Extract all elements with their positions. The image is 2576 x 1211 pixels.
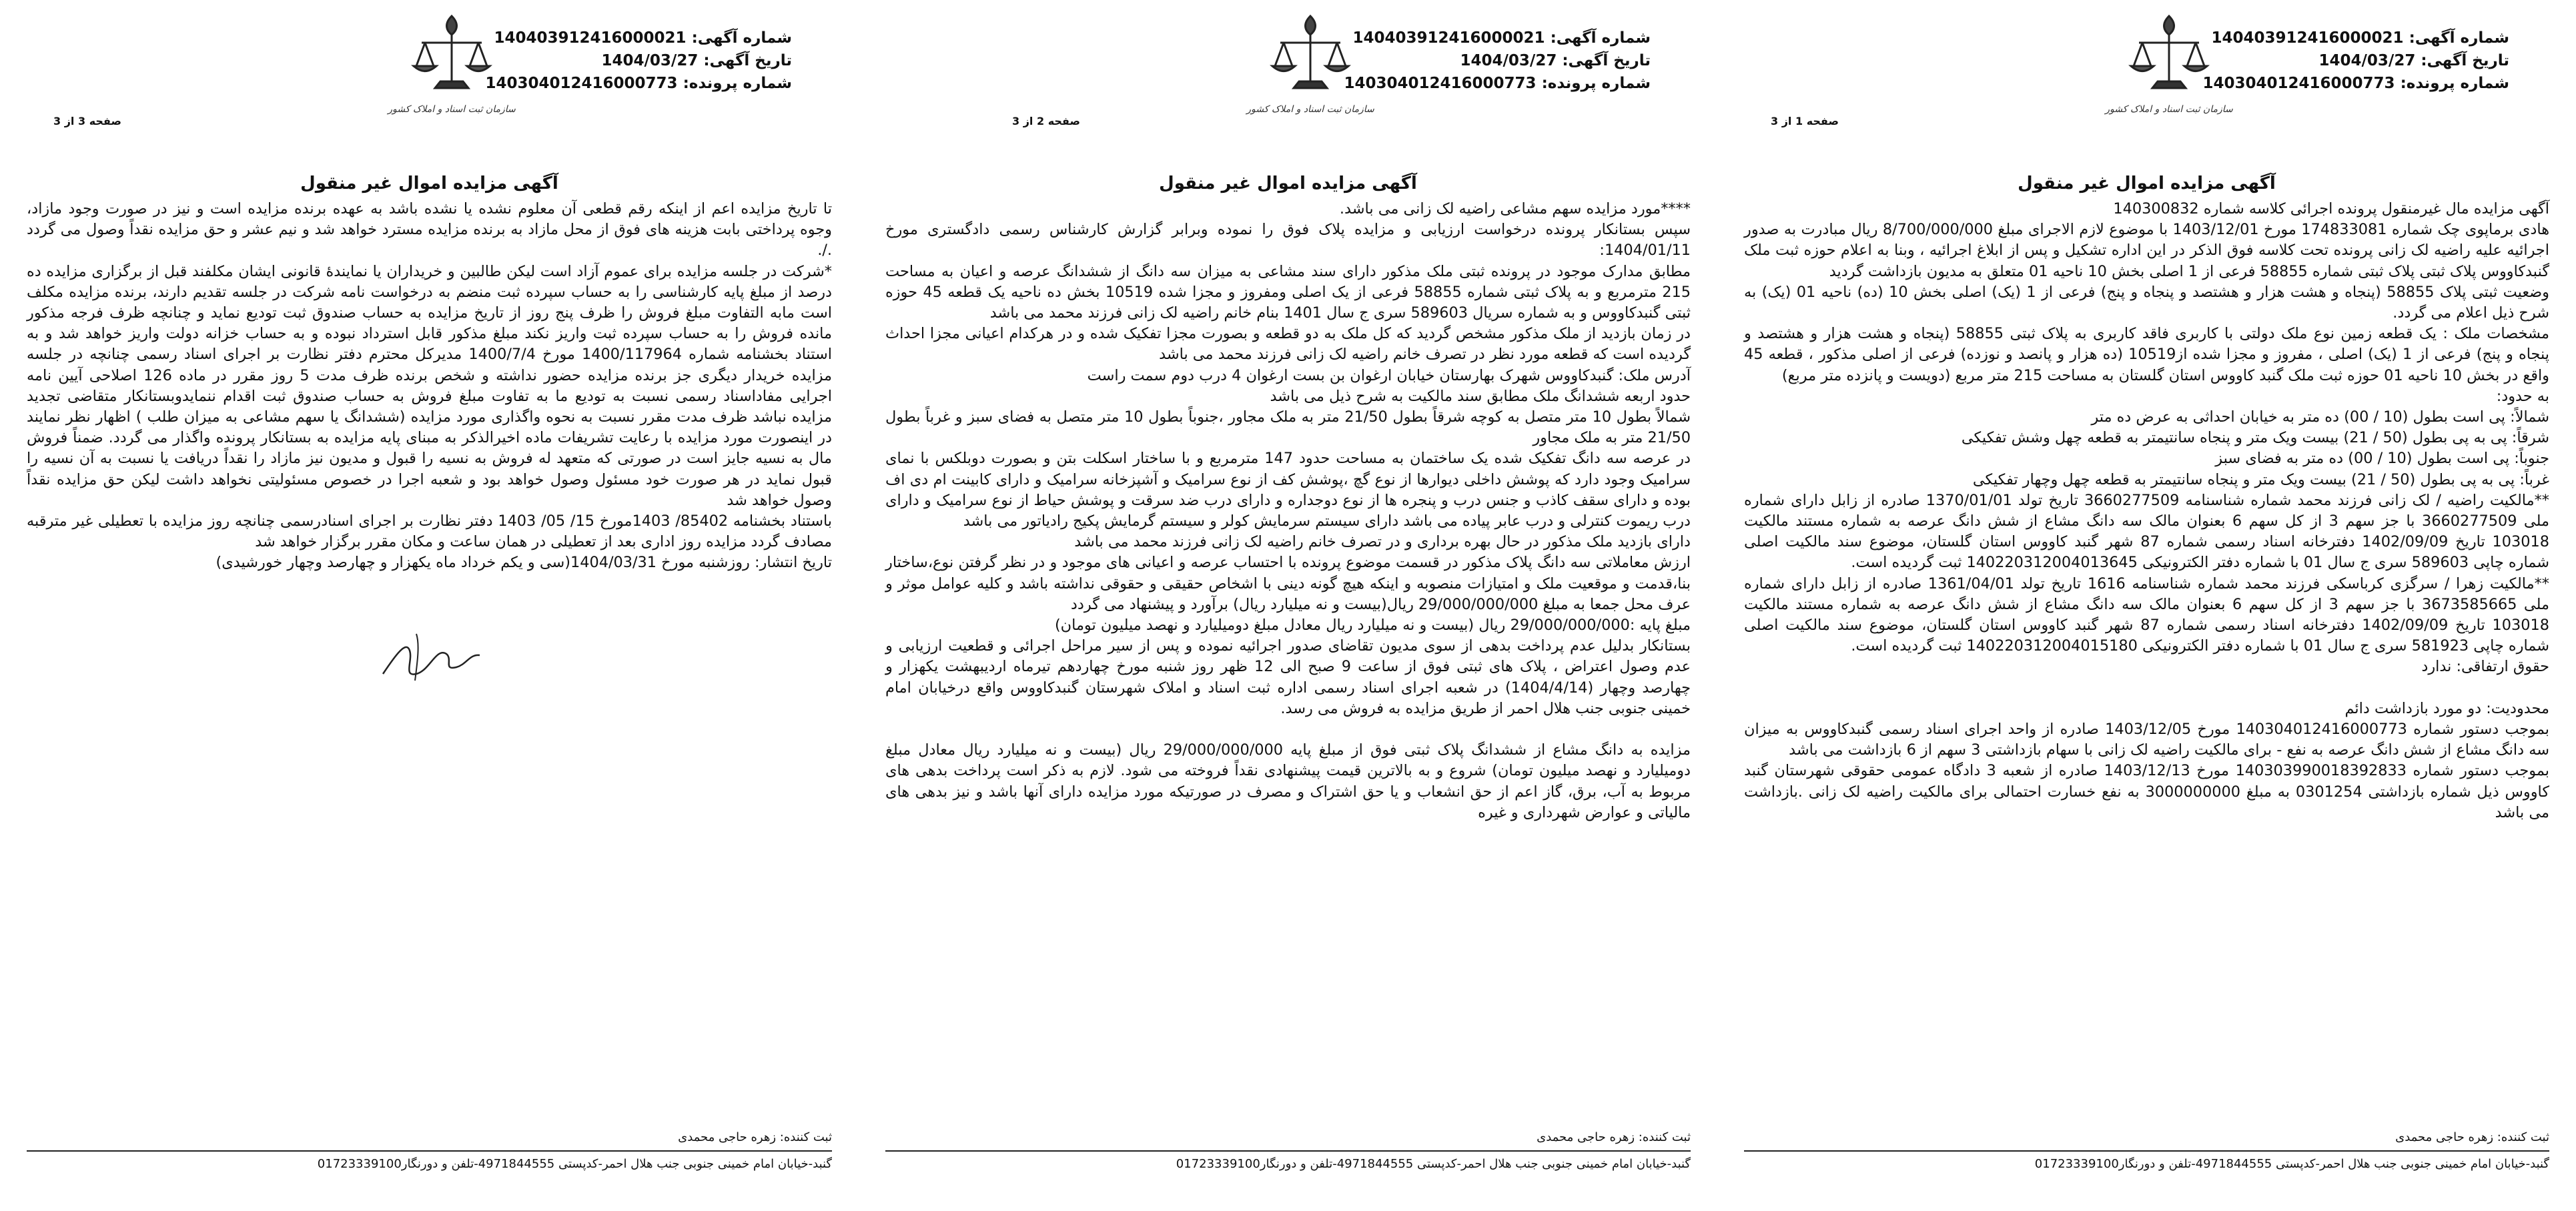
ad-meta xyxy=(485,27,792,95)
paragraph: *شرکت در جلسه مزایده برای عموم آزاد است لیکن طالبین و خریداران یا نمایندۀ قانونی ایشان مکلفند قبل از برگزاری مزایده ده درصد از مبلغ پایه کارشناسی را به حساب سپرده ثبت منضم به درخواست نامه شرکت در جلسه تقدیم دارند، برنده مزایده مکلف است مابه التفاوت مبلغ فروش را ظرف پنج روز از تاریخ مزایده به حساب صندوق ثبت تودیع نماید و چنانچه ظرف فرجه مذکور مانده فروش را به حساب سپرده ثبت واریز نکند مبلغ مذکور قابل استرداد نبوده و به حساب خزانه دولت واریز خواهد شد و به استناد بخشنامه شماره 1400/117964 مورخ 1400/7/4 مدیرکل محترم دفتر نظارت بر اجرای اسناد رسمی چنانچه در جلسه مزایده خریدار دیگری جز برنده مزایده حضور نداشته و شخص برنده ظرف مدت 5 روز مقرر در ماده 126 اصلاحی آیین نامه اجرایی مفاداسناد رسمی نسبت به تودیع ما به تفاوت مبلغ فروش به حساب صندوق ثبت اقدام ننمایدوبستانکار متقاضی تجدید مزایده نباشد ظرف مدت مقرر نسبت به نحوه واگذاری مورد مزایده (ششدانگ یا سهم مشاعی به میزان طلب ) اظهار نظر نمایند در اینصورت مورد مزایده با رعایت تشریفات ماده اخیرالذکر به مبنای پایه مزایده به بستانکار پرونده واگذار می گردد. ضمناً فروش مال به نسیه جایز است در صورتی که متعهد له فروش به نسیه را قبول و مدیون نیز مازاد را نقداً دریافت یا نسبت به آن نسیه را قبول نماید در هر صورت خود مسئول وصول خواهد بود و شعبه اجرا در خصوص مسئولیتی نخواهد داشت لیکن حق مزایده نقداً وصول خواهد شد xyxy=(27,262,833,509)
paragraph: شمالاً بطول 10 متر متصل به کوچه شرقاً بطول 21/50 متر به ملک مجاور ،جنوباً بطول 10 متر متصل به فضای سبز و غرباً بطول 21/50 متر به ملک مجاور xyxy=(885,408,1691,447)
ad-date-label: تاریخ آگهی: xyxy=(2421,52,2509,69)
paragraph: سپس بستانکار پرونده درخواست ارزیابی و مزایده پلاک فوق را نموده وبرابر گزارش کارشناس رسمی دادگستری مورخ 1404/01/11: xyxy=(885,221,1691,260)
office-address: گنبد-خیابان امام خمینی جنوبی جنب هلال احمر-کدپستی 4971844555-تلفن و دورنگار01723339100 xyxy=(317,1157,832,1171)
paragraph: ارزش معاملاتی سه دانگ پلاک مذکور در قسمت موضوع پرونده با احتساب عرصه و اعیانی های موجود و در نظر گرفتن نوع،ساختار بنا،قدمت و موقعیت ملک و امتیازات منصوبه و اینکه هیچ گونه دینی با اشخاص حقیقی و حقوقی نداشته باشد و کلیه عوامل موثر و عرف محل جمعا به مبلغ 29/000/000/000 ریال(بیست و نه میلیارد ریال) برآورد و پیشنهاد می گردد xyxy=(885,554,1691,613)
paragraph: **مالکیت راضیه / لک زانی فرزند محمد شماره شناسنامه 3660277509 تاریخ تولد 1370/01/01 صادره از زابل دارای شماره ملی 3660277509 با جز سهم 3 از کل سهم 6 بعنوان مالک سه دانگ مشاع از شش دانگ عرصه به شماره مستند مالکیت 103018 تاریخ 1402/09/09 دفترخانه اسناد رسمی شماره 87 شهر گنبد کاووس استان گلستان، موضوع سند مالکیت اصلی شماره چاپی 589603 سری ج سال 01 با شماره دفتر الکترونیکی 140220312004013645 ثبت گردیده است. xyxy=(1744,491,2549,572)
judiciary-emblem: سازمان ثبت اسناد و املاک کشور xyxy=(385,9,518,129)
paragraph: مزایده به دانگ مشاع از ششدانگ پلاک ثبتی فوق از مبلغ پایه 29/000/000/000 ریال (بیست و نه میلیارد ریال معادل مبلغ دومیلیارد و نهصد میلیون تومان) شروع و به بالاترین قیمت پیشنهادی نقداً فروخته می شود. لازم به ذکر است پرداخت بدهی های مربوط به آب، برق، گاز اعم از حق انشعاب و یا حق اشتراک و مصرف در صورتیکه مورد مزایده دارای آنها باشد و نیز بدهی های مالیاتی و عوارض شهرداری و غیره xyxy=(885,741,1691,821)
handwritten-signature xyxy=(370,614,490,694)
file-number-label: شماره پرونده: xyxy=(1541,75,1651,92)
notice-body xyxy=(885,199,1691,823)
paragraph: حدود اربعه ششدانگ ملک مطابق سند مالکیت به شرح ذیل می باشد xyxy=(1270,387,1691,405)
ad-number: 140403912416000021 xyxy=(2211,29,2404,47)
file-number-label: شماره پرونده: xyxy=(2400,75,2509,92)
page-header xyxy=(27,0,832,167)
file-number: 140304012416000773 xyxy=(1344,75,1537,92)
ad-meta xyxy=(1344,27,1651,95)
paragraph: غرباً: پی به پی بطول (50 / 21) بیست ویک متر و پنجاه سانتیمتر به قطعه چهل وچهار تفکیکی xyxy=(1972,470,2549,488)
paragraph: آدرس ملک: گنبدکاووس شهرک بهارستان خیابان ارغوان بن بست ارغوان 4 درب دوم سمت راست xyxy=(1087,366,1691,384)
paragraph xyxy=(885,719,1691,740)
ad-number-label: شماره آگهی: xyxy=(2409,29,2509,47)
paragraph: شمالاً: پی است بطول (10 / 00) ده متر به خیابان احداثی به عرض ده متر xyxy=(2091,408,2549,426)
registrar-name: زهره حاجی محمدی xyxy=(678,1130,777,1144)
notice-body xyxy=(27,199,832,574)
ad-date: 1404/03/27 xyxy=(601,52,699,69)
ad-number-label: شماره آگهی: xyxy=(1550,29,1651,47)
judiciary-emblem: سازمان ثبت اسناد و املاک کشور xyxy=(1244,9,1377,129)
page-number: صفحه 3 از 3 xyxy=(53,115,121,127)
file-number: 140304012416000773 xyxy=(2202,75,2395,92)
paragraph: دارای بازدید ملک مذکور در حال بهره برداری و در تصرف خانم راضیه لک زانی فرزند محمد می باشد xyxy=(1074,533,1691,551)
registrar-name: زهره حاجی محمدی xyxy=(2395,1130,2494,1144)
ad-date: 1404/03/27 xyxy=(1460,52,1557,69)
office-address: گنبد-خیابان امام خمینی جنوبی جنب هلال احمر-کدپستی 4971844555-تلفن و دورنگار01723339100 xyxy=(1176,1157,1691,1171)
page-2 xyxy=(859,0,1717,1211)
file-number-label: شماره پرونده: xyxy=(683,75,792,92)
paragraph: در زمان بازدید از ملک مذکور مشخص گردید که کل ملک به دو قطعه و بصورت مجزا تفکیک شده و در هرکدام اعیانی مجزا احداث گردیده است که قطعه مورد نظر در تصرف خانم راضیه لک زانی فرزند محمد می باشد xyxy=(885,325,1691,364)
paragraph: **مالکیت زهرا / سرگزی کرباسکی فرزند محمد شماره شناسنامه 1616 تاریخ تولد 1361/04/01 صادره از زابل دارای شماره ملی 3673585665 با جز سهم 3 از کل سهم 6 بعنوان مالک سه دانگ مشاع از شش دانگ عرصه به شماره مستند مالکیت 103018 تاریخ 1402/09/09 دفترخانه اسناد رسمی شماره 87 شهر گنبد کاووس استان گلستان، موضوع سند مالکیت اصلی شماره چاپی 581923 سری ج سال 01 با شماره دفتر الکترونیکی 140220312004015180 ثبت گردیده است. xyxy=(1744,574,2549,655)
judiciary-emblem: سازمان ثبت اسناد و املاک کشور xyxy=(2102,9,2236,129)
paragraph: حقوق ارتفاقی: ندارد xyxy=(2421,658,2549,676)
ad-date: 1404/03/27 xyxy=(2318,52,2416,69)
file-number: 140304012416000773 xyxy=(485,75,678,92)
paragraph: جنوباً: پی است بطول (10 / 00) ده متر به فضای سبز xyxy=(2215,450,2549,468)
scales-of-justice-icon xyxy=(1267,9,1354,103)
paragraph: محدودیت: دو مورد بازداشت دائم xyxy=(2344,699,2549,717)
registrar-label: ثبت کننده: xyxy=(1638,1130,1691,1144)
ad-date-label: تاریخ آگهی: xyxy=(703,52,792,69)
paragraph: شرقاً: پی به پی بطول (50 / 21) بیست ویک متر و پنجاه سانتیمتر به قطعه چهل وشش تفکیکی xyxy=(1961,429,2549,447)
paragraph: بموجب دستور شماره 140304012416000773 مورخ 1403/12/05 صادره از واحد اجرای اسناد رسمی گنبدکاووس به میزان سه دانگ مشاع از شش دانگ عرصه به نفع - برای مالکیت راضیه لک زانی با سهام بازداشتی 3 سهم از 6 بازداشت می باشد xyxy=(1744,721,2549,759)
paragraph: مبلغ پایه :29/000/000/000 ریال (بیست و نه میلیارد ریال معادل مبلغ دومیلیارد و نهصد میلیون تومان) xyxy=(1054,617,1691,635)
page-title: آگهی مزایده اموال غیر منقول xyxy=(2018,173,2276,193)
page-footer xyxy=(27,1129,832,1173)
paragraph: بموجب دستور شماره 140303990018392833 مورخ 1403/12/13 صادره از شعبه 3 دادگاه عمومی حقوقی شهرستان گنبد کاووس ذیل شماره بازداشتی 0301254 به مبلغ 3000000000 به نفع خسارت احتمالی برای مالکیت راضیه لک زانی .بازداشت می باشد xyxy=(1744,762,2550,821)
notice-body xyxy=(1744,199,2549,823)
paragraph: باستناد بخشنامه 85402/ 1403مورخ 15/ 05/ 1403 دفتر نظارت بر اجرای اسنادرسمی چنانچه روز مزایده با تعطیلی غیر مترقبه مصادف گردد مزایده روز اداری بعد از تعطیلی در همان ساعت و مکان مقرر برگزار خواهد شد xyxy=(27,512,833,551)
ad-number: 140403912416000021 xyxy=(1352,29,1545,47)
paragraph: در عرصه سه دانگ تفکیک شده یک ساختمان به مساحت حدود 147 مترمربع و با ساختار اسکلت بتن و بصورت دوبلکس با نمای سرامیک وجود دارد که پوشش داخلی دیوارها از نوع گچ ،پوشش کف از نوع سرامیک و آشپزخانه سرامیک و دارای کابینت ام دی اف بوده و دارای سقف کاذب و جنس درب و پنجره ها از نوع دوجداره و دارای درب ضد سرقت و پوشش حیاط از نوع سرامیک و دارای درب ریموت کنترلی و درب عابر پیاده می باشد دارای سیستم سرمایش کولر و سیستم گرمایش پکیج رادیاتور می باشد xyxy=(885,450,1691,530)
page-number: صفحه 2 از 3 xyxy=(1012,115,1080,127)
paragraph: مطابق مدارک موجود در پرونده ثبتی ملک مذکور دارای سند مشاعی به میزان سه دانگ از ششدانگ عرصه و اعیان به مساحت 215 مترمربع و به پلاک ثبتی شماره 58855 فرعی از یک اصلی ومفروز و مجزا شده 10519 بخش ده ناحیه یک قطعه 45 حوزه ثبتی گنبدکاووس و به شماره سریال 589603 سری ج سال 1401 بنام خانم راضیه لک زانی فرزند محمد می باشد xyxy=(885,262,1691,322)
paragraph xyxy=(1744,678,2549,699)
paragraph: هادی برماپوی چک شماره 174833081 مورخ 1403/12/01 با موضوع لازم الاجرای مبلغ 8/700/000/000 ریال مبادرت به صدور اجرائیه علیه راضیه لک زانی پرونده تحت کلاسه فوق الذکر در این اداره تشکیل و پس از ابلاغ اجرائیه ، وبنا به اعلام حوزه ثبت ملک گنبدکاووس پلاک ثبتی پلاک ثبتی شماره 58855 فرعی از 1 اصلی بخش 10 ناحیه 01 متعلق به مدیون بازداشت گردید xyxy=(1744,221,2550,280)
paragraph: تا تاریخ مزایده اعم از اینکه رقم قطعی آن معلوم نشده یا نشده باشد به عهده برنده مزایده است و نیز در صورت وجود مازاد، وجوه پرداختی بابت هزینه های فوق از محل مازاد به برنده مزایده مسترد خواهد شد و نیم عشر و حق مزایده نقداً وصول می گردد ./. xyxy=(27,200,832,260)
registrar-label: ثبت کننده: xyxy=(2497,1130,2549,1144)
scales-of-justice-icon xyxy=(408,9,495,103)
ad-number: 140403912416000021 xyxy=(494,29,687,47)
page-3 xyxy=(0,0,859,1211)
paragraph: وضعیت ثبتی پلاک 58855 (پنجاه و هشت هزار و هشتصد و پنجاه و پنج) فرعی از 1 (یک) اصلی بخش 10 (ده) ناحیه 01 (یک) به شرح ذیل اعلام می گردد. xyxy=(1744,283,2549,322)
paragraph: تاریخ انتشار: روزشنبه مورخ 1404/03/31(سی و یکم خرداد ماه یکهزار و چهارصد وچهار خورشیدی) xyxy=(216,554,832,572)
page-1 xyxy=(1717,0,2576,1211)
page-footer xyxy=(1744,1129,2549,1173)
page-title: آگهی مزایده اموال غیر منقول xyxy=(1159,173,1417,193)
page-title: آگهی مزایده اموال غیر منقول xyxy=(300,173,558,193)
scales-of-justice-icon xyxy=(2126,9,2212,103)
page-footer xyxy=(885,1129,1691,1173)
page-number: صفحه 1 از 3 xyxy=(1771,115,1839,127)
registrar-name: زهره حاجی محمدی xyxy=(1537,1130,1635,1144)
ad-number-label: شماره آگهی: xyxy=(691,29,792,47)
paragraph: آگهی مزایده مال غیرمنقول پرونده اجرائی کلاسه شماره 140300832 xyxy=(2113,200,2549,218)
paragraph: مشخصات ملک : یک قطعه زمین نوع ملک دولتی با کاربری فاقد کاربری به پلاک ثبتی 58855 (پنجاه و هشت هزار و هشتصد و پنجاه و پنج) فرعی از 1 (یک) اصلی ، مفروز و مجزا شده از10519 (ده هزار و پانصد و نوزده) فرعی از اصلی مذکور ، قطعه 45 واقع در بخش 10 ناحیه 01 حوزه ثبت ملک گنبد کاووس استان گلستان به مساحت 215 متر مربع (دویست و پانزده متر مربع) xyxy=(1744,325,2549,384)
paragraph: به حدود: xyxy=(2496,387,2549,405)
ad-meta xyxy=(2202,27,2509,95)
office-address: گنبد-خیابان امام خمینی جنوبی جنب هلال احمر-کدپستی 4971844555-تلفن و دورنگار01723339100 xyxy=(2034,1157,2549,1171)
page-header xyxy=(885,0,1691,167)
page-header xyxy=(1744,0,2549,167)
paragraph: بستانکار بدلیل عدم پرداخت بدهی از سوی مدیون تقاضای صدور اجرائیه نموده و پس از سیر مراحل اجرائی و قطعیت ارزیابی و عدم وصول اعتراض ، پلاک های ثبتی فوق از ساعت 9 صبح الی 12 ظهر روز شنبه مورخ چهاردهم تیرماه اردیبهشت یکهزار و چهارصد وچهار (1404/4/14) در شعبه اجرای اسناد رسمی اداره ثبت اسناد و املاک شهرستان گنبدکاووس واقع درخیابان امام خمینی جنوبی جنب هلال احمر از طریق مزایده به فروش می رسد. xyxy=(885,637,1691,717)
paragraph: ****مورد مزایده سهم مشاعی راضیه لک زانی می باشد. xyxy=(1339,200,1691,218)
registrar-label: ثبت کننده: xyxy=(779,1130,832,1144)
ad-date-label: تاریخ آگهی: xyxy=(1562,52,1651,69)
